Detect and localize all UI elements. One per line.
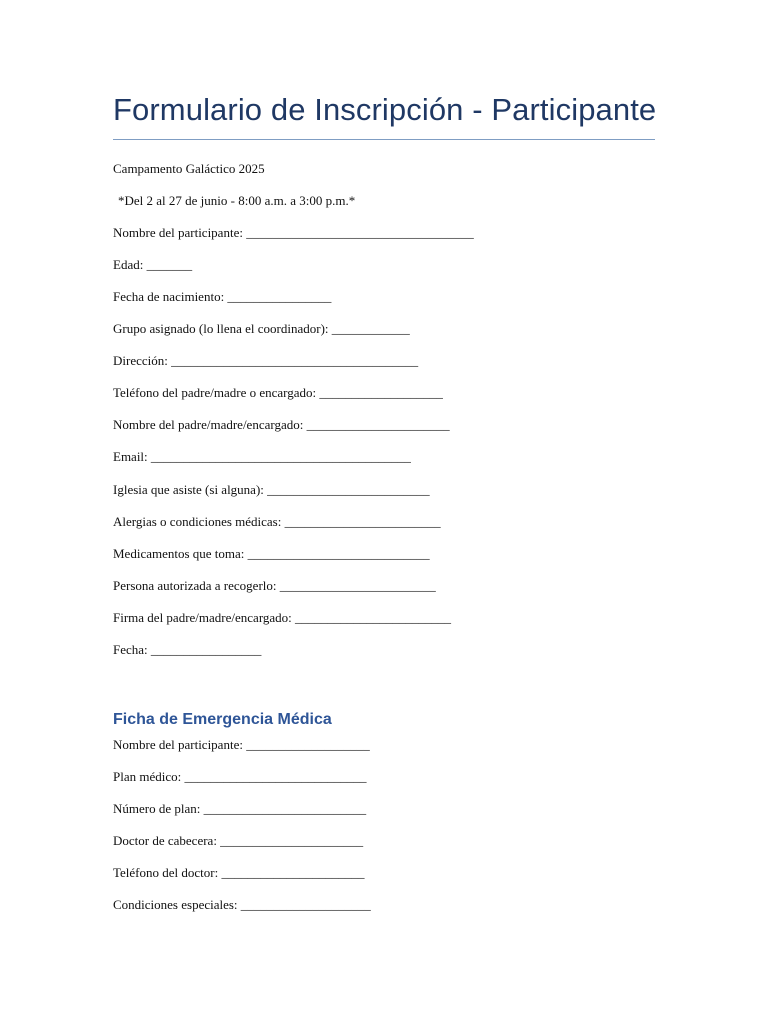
page-title: Formulario de Inscripción - Participante — [113, 92, 657, 127]
field-address: Dirección: ______________________________________ — [113, 353, 419, 368]
field-parent-signature: Firma del padre/madre/encargado: ________________________ — [113, 610, 452, 625]
field-assigned-group: Grupo asignado (lo llena el coordinador): ____________ — [113, 321, 410, 336]
field-birth-date: Fecha de nacimiento: ________________ — [113, 289, 332, 304]
field-email: Email: ________________________________________ — [113, 449, 411, 464]
medical-section-heading: Ficha de Emergencia Médica — [113, 711, 332, 728]
medical-field-special-conditions: Condiciones especiales: ____________________ — [113, 897, 371, 912]
field-participant-name: Nombre del participante: ___________________________________ — [113, 225, 474, 240]
field-parent-phone: Teléfono del padre/madre o encargado: ___________________ — [113, 385, 443, 400]
medical-field-doctor-phone: Teléfono del doctor: ______________________ — [113, 865, 365, 880]
field-parent-name: Nombre del padre/madre/encargado: ______________________ — [113, 417, 450, 432]
field-medications: Medicamentos que toma: ____________________________ — [113, 546, 430, 561]
field-church: Iglesia que asiste (si alguna): _________________________ — [113, 482, 430, 497]
medical-field-doctor: Doctor de cabecera: ______________________ — [113, 833, 364, 848]
field-age: Edad: _______ — [113, 257, 193, 272]
medical-field-plan-number: Número de plan: _________________________ — [113, 801, 367, 816]
field-authorized-pickup: Persona autorizada a recogerlo: ________________________ — [113, 578, 436, 593]
field-allergies: Alergias o condiciones médicas: ________________________ — [113, 514, 441, 529]
camp-dates: *Del 2 al 27 de junio - 8:00 a.m. a 3:00 p.m.* — [118, 193, 356, 208]
medical-field-health-plan: Plan médico: ____________________________ — [113, 769, 367, 784]
field-date: Fecha: _________________ — [113, 642, 262, 657]
title-underline — [113, 139, 655, 140]
camp-name: Campamento Galáctico 2025 — [113, 161, 265, 176]
medical-field-participant-name: Nombre del participante: ___________________ — [113, 737, 370, 752]
